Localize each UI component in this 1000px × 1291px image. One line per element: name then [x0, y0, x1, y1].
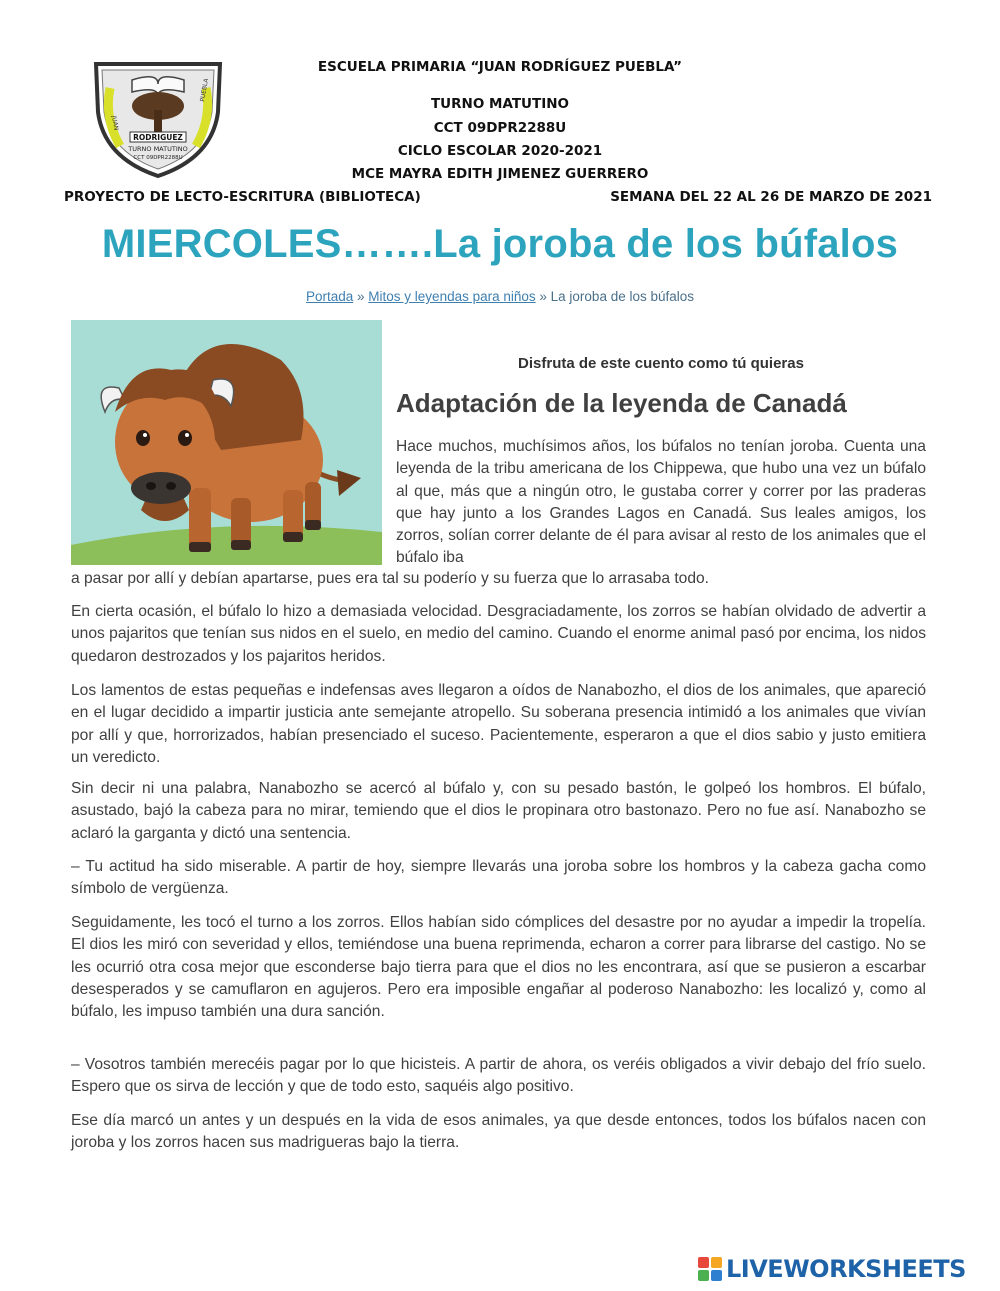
story-paragraph: a pasar por allí y debían apartarse, pues era tal su poderío y su fuerza que lo arrasaba todo.	[71, 570, 710, 587]
bison-illustration	[71, 320, 382, 565]
liveworksheets-brand: LIVEWORKSHEETS	[726, 1255, 966, 1283]
school-year: CICLO ESCOLAR 2020-2021	[397, 143, 603, 159]
breadcrumb-separator: »	[353, 289, 369, 304]
school-name: ESCUELA PRIMARIA “JUAN RODRÍGUEZ PUEBLA”	[317, 59, 683, 75]
logo-shift-text: TURNO MATUTINO	[128, 145, 188, 153]
breadcrumb-separator: »	[535, 289, 551, 304]
school-shift: TURNO MATUTINO	[430, 96, 570, 112]
school-cct: CCT 09DPR2288U	[433, 120, 567, 136]
breadcrumb-home-link[interactable]: Portada	[305, 289, 354, 304]
logo-code-text: CCT 09DPR2288U	[133, 155, 183, 161]
logo-right-band: PUEBLA	[199, 77, 211, 103]
liveworksheets-logo	[698, 1254, 966, 1284]
story-paragraph: Sin decir ni una palabra, Nanabozho se acercó al búfalo y, con su pesado bastón, le golpeó los hombros. El búfalo, asustado, bajó la cabeza para no mirar, temiendo que el dios le propinara otro bastonazo. Pero no fue así. Nanabozho se aclaró la garganta y dictó una sentencia.	[71, 780, 926, 842]
liveworksheets-blocks-icon	[698, 1257, 722, 1281]
story-paragraph: Seguidamente, les tocó el turno a los zorros. Ellos habían sido cómplices del desastre por no ayudar a impedir la tropelía. El dios les miró con severidad y ellos, temiéndose una buena reprimenda, echaron a correr para librarse del castigo. No se les ocurrió otra cosa mejor que esconderse bajo tierra para que el dios no les encontrara, así que se pusieron a escarbar desesperados y se camuflaron en agujeros. Pero era imposible engañar al poderoso Nanabozho: les localizó y, como al búfalo, les impuso también una dura sanción.	[71, 914, 926, 1021]
logo-left-band: JUAN	[110, 115, 120, 131]
logo-name-band: RODRIGUEZ	[133, 133, 183, 142]
breadcrumb-section-link[interactable]: Mitos y leyendas para niños	[368, 289, 536, 304]
breadcrumb	[0, 289, 1000, 304]
story-paragraph: Ese día marcó un antes y un después en la vida de esos animales, ya que desde entonces, todos los búfalos nacen con joroba y los zorros hacen sus madrigueras bajo la tierra.	[71, 1112, 926, 1152]
story-paragraph: Hace muchos, muchísimos años, los búfalos no tenían joroba. Cuenta una leyenda de la tribu americana de los Chippewa, que hubo una vez un búfalo al que, más que a ningún otro, le gustaba correr y correr por las praderas que hay junto a los Grandes Lagos en Canadá. Sus leales amigos, los zorros, solían correr delante de él para avisar al resto de los animales que el búfalo iba	[396, 438, 926, 567]
school-logo	[92, 58, 224, 180]
story-paragraph: Los lamentos de estas pequeñas e indefensas aves llegaron a oídos de Nanabozho, el dios de los animales, que apareció en el lugar decidido a impartir justicia ante semejante atropello. Su soberana presencia intimidó a los animales que vivían por allí y que, horrorizados, habían presenciado el suceso. Pacientemente, esperaron a que el dios sabio y justo emitiera un veredicto.	[71, 682, 926, 766]
teacher-name: MCE MAYRA EDITH JIMENEZ GUERRERO	[351, 166, 649, 182]
page-title: MIERCOLES…….La joroba de los búfalos	[101, 222, 899, 266]
story-paragraph: – Tu actitud ha sido miserable. A partir de hoy, siempre llevarás una joroba sobre los hombros y la cabeza gacha como símbolo de vergüenza.	[71, 858, 926, 898]
story-subtitle: Disfruta de este cuento como tú quieras	[518, 355, 804, 372]
breadcrumb-current: La joroba de los búfalos	[550, 289, 695, 304]
story-paragraph: En cierta ocasión, el búfalo lo hizo a demasiada velocidad. Desgraciadamente, los zorros se habían olvidado de advertir a unos pajaritos que tenían sus nidos en el suelo, en medio del camino. Cuando el enorme animal pasó por encima, los nidos quedaron destrozados y los pajaritos heridos.	[71, 603, 926, 665]
story-heading: Adaptación de la leyenda de Canadá	[396, 388, 847, 418]
week-label: SEMANA DEL 22 AL 26 DE MARZO DE 2021	[610, 189, 932, 205]
story-paragraph: – Vosotros también merecéis pagar por lo que hicisteis. A partir de ahora, os veréis obligados a vivir debajo del frío suelo. Espero que os sirva de lección y que de todo esto, saquéis algo positivo.	[71, 1056, 926, 1096]
project-label: PROYECTO DE LECTO-ESCRITURA (BIBLIOTECA)	[64, 189, 421, 205]
